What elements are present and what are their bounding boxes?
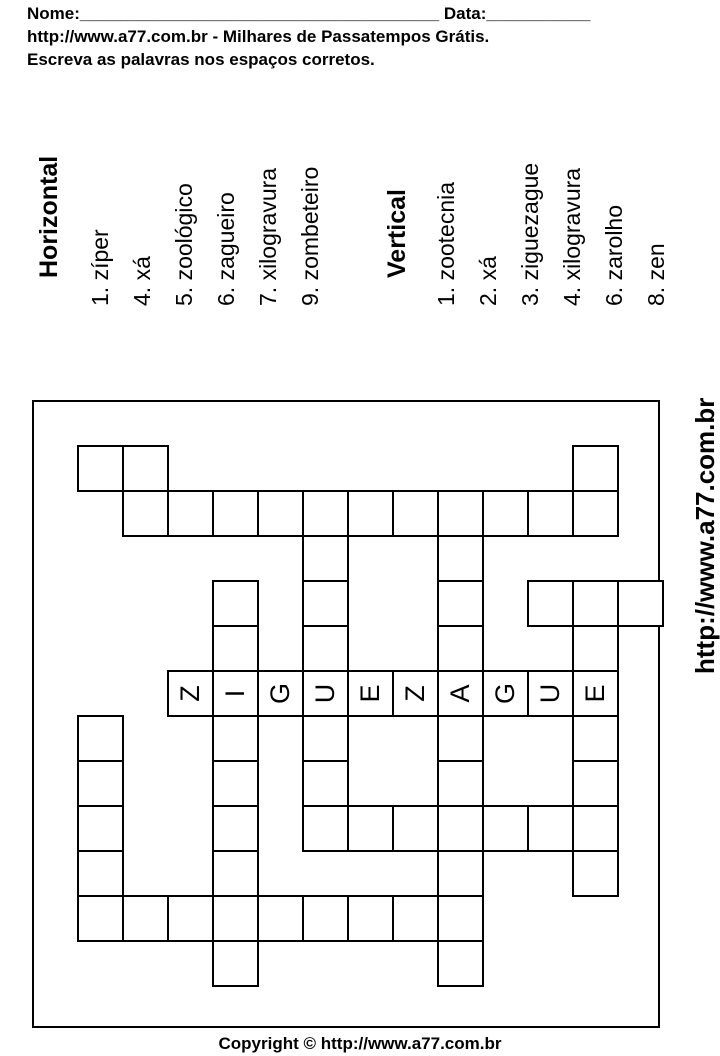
horizontal-heading: Horizontal	[35, 155, 63, 278]
grid-cell[interactable]	[437, 760, 484, 807]
grid-letter: U	[310, 683, 340, 704]
grid-cell[interactable]	[437, 805, 484, 852]
side-url: http://www.a77.com.br	[690, 397, 720, 674]
grid-cell[interactable]	[437, 535, 484, 582]
grid-cell[interactable]	[572, 490, 619, 537]
horizontal-clue: 1. zíper	[87, 229, 113, 306]
grid-cell[interactable]	[302, 490, 349, 537]
grid-cell[interactable]	[302, 715, 349, 762]
grid-cell[interactable]	[527, 490, 574, 537]
site-line: http://www.a77.com.br - Milhares de Passatempos Grátis.	[27, 27, 490, 46]
horizontal-clue: 4. xá	[129, 256, 155, 306]
grid-cell[interactable]	[572, 580, 619, 627]
grid-cell[interactable]	[257, 490, 304, 537]
horizontal-clue: 6. zagueiro	[213, 192, 239, 306]
grid-cell[interactable]	[392, 895, 439, 942]
grid-cell[interactable]	[77, 850, 124, 897]
grid-cell[interactable]	[347, 805, 394, 852]
name-date-line: Nome:______________________________________ Data:___________	[27, 4, 591, 23]
grid-cell[interactable]	[617, 580, 664, 627]
grid-cell[interactable]	[392, 490, 439, 537]
grid-cell[interactable]	[212, 850, 259, 897]
grid-cell[interactable]	[212, 940, 259, 987]
grid-cell[interactable]	[77, 715, 124, 762]
grid-cell[interactable]	[392, 805, 439, 852]
grid-cell[interactable]	[212, 760, 259, 807]
horizontal-clue: 5. zoológico	[171, 183, 197, 306]
grid-letter: I	[220, 689, 250, 698]
grid-cell[interactable]	[122, 895, 169, 942]
grid-letter: Z	[175, 685, 205, 702]
grid-cell[interactable]	[212, 580, 259, 627]
grid-cell[interactable]	[572, 715, 619, 762]
grid-cell[interactable]	[482, 805, 529, 852]
grid-letter: U	[535, 683, 565, 704]
grid-cell[interactable]	[212, 670, 259, 717]
grid-cell[interactable]	[77, 760, 124, 807]
grid-cell[interactable]	[212, 805, 259, 852]
grid-cell[interactable]	[437, 625, 484, 672]
grid-letter: E	[355, 684, 385, 703]
grid-cell[interactable]	[482, 670, 529, 717]
grid-cell[interactable]	[572, 445, 619, 492]
grid-letter: G	[490, 683, 520, 705]
grid-cell[interactable]	[437, 670, 484, 717]
grid-cell[interactable]	[437, 895, 484, 942]
grid-cell[interactable]	[347, 670, 394, 717]
vertical-clue: 8. zen	[643, 243, 669, 306]
grid-cell[interactable]	[347, 490, 394, 537]
grid-cell[interactable]	[167, 490, 214, 537]
vertical-clue: 2. xá	[475, 256, 501, 306]
horizontal-clue: 9. zombeteiro	[297, 166, 323, 306]
grid-cell[interactable]	[572, 670, 619, 717]
grid-cell[interactable]	[437, 490, 484, 537]
vertical-clue: 6. zarolho	[601, 204, 627, 306]
grid-cell[interactable]	[572, 805, 619, 852]
grid-cell[interactable]	[347, 895, 394, 942]
grid-letter: Z	[400, 685, 430, 702]
grid-cell[interactable]	[212, 490, 259, 537]
grid-cell[interactable]	[302, 805, 349, 852]
grid-cell[interactable]	[257, 670, 304, 717]
grid-cell[interactable]	[437, 580, 484, 627]
grid-cell[interactable]	[122, 445, 169, 492]
grid-cell[interactable]	[527, 670, 574, 717]
grid-cell[interactable]	[212, 625, 259, 672]
grid-letter: G	[265, 683, 295, 705]
grid-cell[interactable]	[482, 490, 529, 537]
grid-cell[interactable]	[437, 850, 484, 897]
vertical-heading: Vertical	[383, 189, 411, 278]
grid-cell[interactable]	[302, 670, 349, 717]
instruction-text: Escreva as palavras nos espaços corretos.	[27, 50, 375, 69]
grid-cell[interactable]	[302, 625, 349, 672]
grid-cell[interactable]	[437, 940, 484, 987]
grid-cell[interactable]	[572, 850, 619, 897]
grid-cell[interactable]	[212, 715, 259, 762]
grid-cell[interactable]	[122, 490, 169, 537]
grid-cell[interactable]	[302, 760, 349, 807]
grid-cell[interactable]	[572, 625, 619, 672]
horizontal-clue: 7. xilogravura	[255, 167, 281, 306]
grid-cell[interactable]	[302, 535, 349, 582]
grid-cell[interactable]	[302, 895, 349, 942]
grid-cell[interactable]	[437, 715, 484, 762]
grid-cell[interactable]	[167, 895, 214, 942]
grid-cell[interactable]	[77, 445, 124, 492]
copyright-footer: Copyright © http://www.a77.com.br	[218, 1034, 502, 1053]
grid-cell[interactable]	[392, 670, 439, 717]
grid-cell[interactable]	[257, 895, 304, 942]
grid-cell[interactable]	[572, 760, 619, 807]
grid-cell[interactable]	[212, 895, 259, 942]
grid-cell[interactable]	[527, 805, 574, 852]
grid-letter: A	[445, 684, 475, 703]
vertical-clue: 1. zootecnia	[433, 181, 459, 306]
grid-cell[interactable]	[302, 580, 349, 627]
grid-cell[interactable]	[167, 670, 214, 717]
grid-cell[interactable]	[77, 895, 124, 942]
grid-cell[interactable]	[77, 805, 124, 852]
grid-cell[interactable]	[527, 580, 574, 627]
vertical-clue: 4. xilogravura	[559, 167, 585, 306]
grid-letter: E	[580, 684, 610, 703]
vertical-clue: 3. ziguezague	[517, 162, 543, 306]
